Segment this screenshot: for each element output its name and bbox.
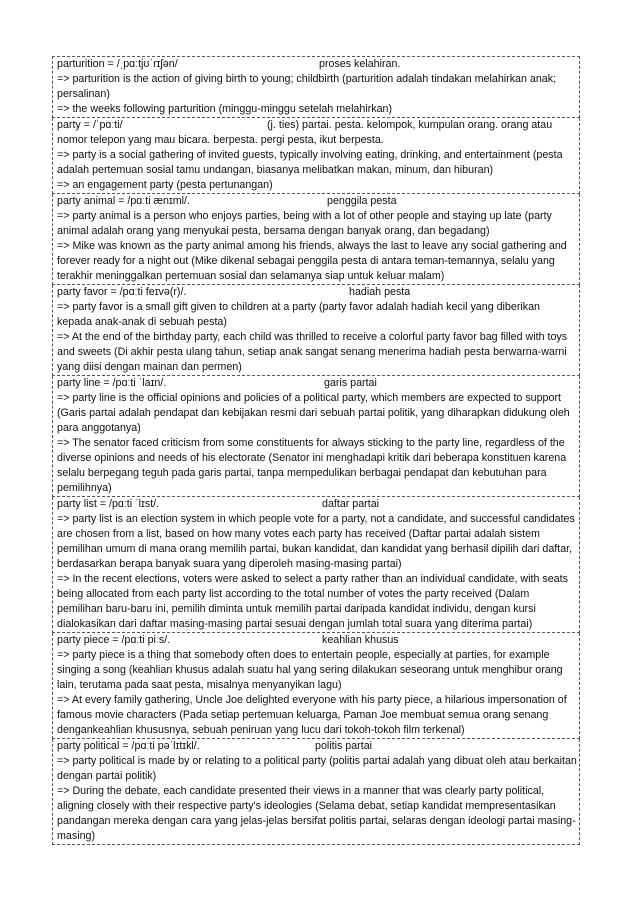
example-line: => In the recent elections, voters were asked to select a party rather than an individual candidate, with seats being allocated from each party list according to the total number of votes the party received (Dalam pemilihan baru-baru ini, pemilih diminta untuk memilih partai daripada kandidat individu, dengan kursi dialokasikan dari daftar masing-masing partai sesuai dengan jumlah total suara yang diterima partai) [57,573,568,630]
dictionary-entry [52,285,580,376]
headword-pronunciation: party political = /pɑːti pəˈlɪtɪkl/. [57,740,200,752]
definition-line: => party list is an election system in which people vote for a party, not a candidate, and successful candidates are chosen from a list, based on how many votes each party has received (Daftar partai adalah sistem pemilihan umum di mana orang memilih partai, bukan kandidat, dan kandidat yang berhasil dipilih dari daftar, berdasarkan berapa banyak suara yang diperoleh masing-masing partai) [57,513,575,570]
dictionary-entry [52,56,580,118]
headword-pronunciation: party favor = /pɑːti feɪvə(r)/. [57,286,187,298]
entry-headline [57,118,577,148]
definition-line: => party is a social gathering of invited guests, typically involving eating, drinking, and entertainment (pesta adalah pertemuan sosial tamu undangan, biasanya melibatkan makan, minum, dan hiburan) [57,149,563,176]
translation: (j. ties) partai. pesta. kelompok, kumpulan orang. orang atau nomor telepon yang mau bicara. berpesta. pergi pesta, ikut berpesta. [57,119,553,146]
headword-pronunciation: party animal = /pɑːti ænɪml/. [57,195,190,207]
dictionary-entry [52,118,580,194]
entry-headline [57,739,577,754]
translation: politis partai [315,740,373,752]
dictionary-entry [52,376,580,497]
entry-headline [57,633,577,648]
example-line: => Mike was known as the party animal among his friends, always the last to leave any social gathering and forever ready for a night out (Mike dikenal sebagai penggila pesta di antara teman-temannya, selalu yang terakhir meninggalkan pertemuan sosial dan selamanya siap untuk keluar malam) [57,240,567,282]
headword-pronunciation: party list = /pɑːti ˈlɪst/. [57,498,160,510]
example-line: => At the end of the birthday party, each child was thrilled to receive a colorful party favor bag filled with toys and sweets (Di akhir pesta ulang tahun, setiap anak sangat senang menerima hadiah pesta berwarna-warni yang diisi dengan mainan dan permen) [57,331,568,373]
example-line: => During the debate, each candidate presented their views in a manner that was clearly party political, aligning closely with their respective party's ideologies (Selama debat, setiap kandidat mempresentasikan pandangan mereka dengan cara yang jelas-jelas bersifat politis partai, selaras dengan ideologi partai masing-masing) [57,785,576,842]
headword-pronunciation: parturition = /ˌpɑːtjʊˈrɪʃən/ [57,58,178,70]
example-line: => an engagement party (pesta pertunangan) [57,179,273,191]
translation: keahlian khusus [322,634,399,646]
translation: hadiah pesta [349,286,411,298]
dictionary-entry [52,633,580,739]
example-line: => At every family gathering, Uncle Joe delighted everyone with his party piece, a hilarious impersonation of famous movie characters (Pada setiap pertemuan keluarga, Paman Joe membuat semua orang senang dengankeahlian khususnya, sebuah peniruan yang lucu dari tokoh-tokoh film terkenal) [57,694,567,736]
dictionary-entry [52,194,580,285]
dictionary-entry [52,497,580,633]
translation: penggila pesta [327,195,397,207]
entry-headline [57,194,577,209]
entry-headline [57,497,577,512]
dictionary-entries [52,56,580,845]
definition-line: => party line is the official opinions and policies of a political party, which members are expected to support (Garis partai adalah pendapat dan kebijakan resmi dari sebuah partai politik, yang diharapkan didukung oleh para anggotanya) [57,392,570,434]
definition-line: => party favor is a small gift given to children at a party (party favor adalah hadiah kecil yang diberikan kepada anak-anak di sebuah pesta) [57,301,540,328]
translation: daftar partai [322,498,380,510]
definition-line: => party animal is a person who enjoys parties, being with a lot of other people and staying up late (party animal adalah orang yang menyukai pesta, bersama dengan banyak orang, dan begadang) [57,210,552,237]
dictionary-entry [52,739,580,845]
headword-pronunciation: party piece = /pɑːti piːs/. [57,634,171,646]
translation: garis partai [324,377,377,389]
example-line: => The senator faced criticism from some constituents for always sticking to the party line, regardless of the diverse opinions and needs of his electorate (Senator ini menghadapi kritik dari beberapa konstituen karena selalu berpegang teguh pada garis partai, tanpa mempedulikan berbagai pendapat dan kebutuhan para pemilihnya) [57,437,567,494]
definition-line: => party political is made by or relating to a political party (politis partai adalah yang dibuat oleh atau berkaitan dengan partai politik) [57,755,577,782]
translation: proses kelahiran. [319,58,401,70]
definition-line: => party piece is a thing that somebody often does to entertain people, especially at parties, for example singing a song (keahlian khusus adalah suatu hal yang sering dilakukan seseorang untuk menghibur orang lain, terutama pada saat pesta, misalnya menyanyikan lagu) [57,649,563,691]
entry-headline [57,285,577,300]
example-line: => the weeks following parturition (minggu-minggu setelah melahirkan) [57,103,393,115]
headword-pronunciation: party line = /pɑːti ˈlaɪn/. [57,377,167,389]
entry-headline [57,376,577,391]
entry-headline [57,57,577,72]
headword-pronunciation: party = /ˈpɑːti/ [57,119,123,131]
definition-line: => parturition is the action of giving birth to young; childbirth (parturition adalah tindakan melahirkan anak; persalinan) [57,73,557,100]
